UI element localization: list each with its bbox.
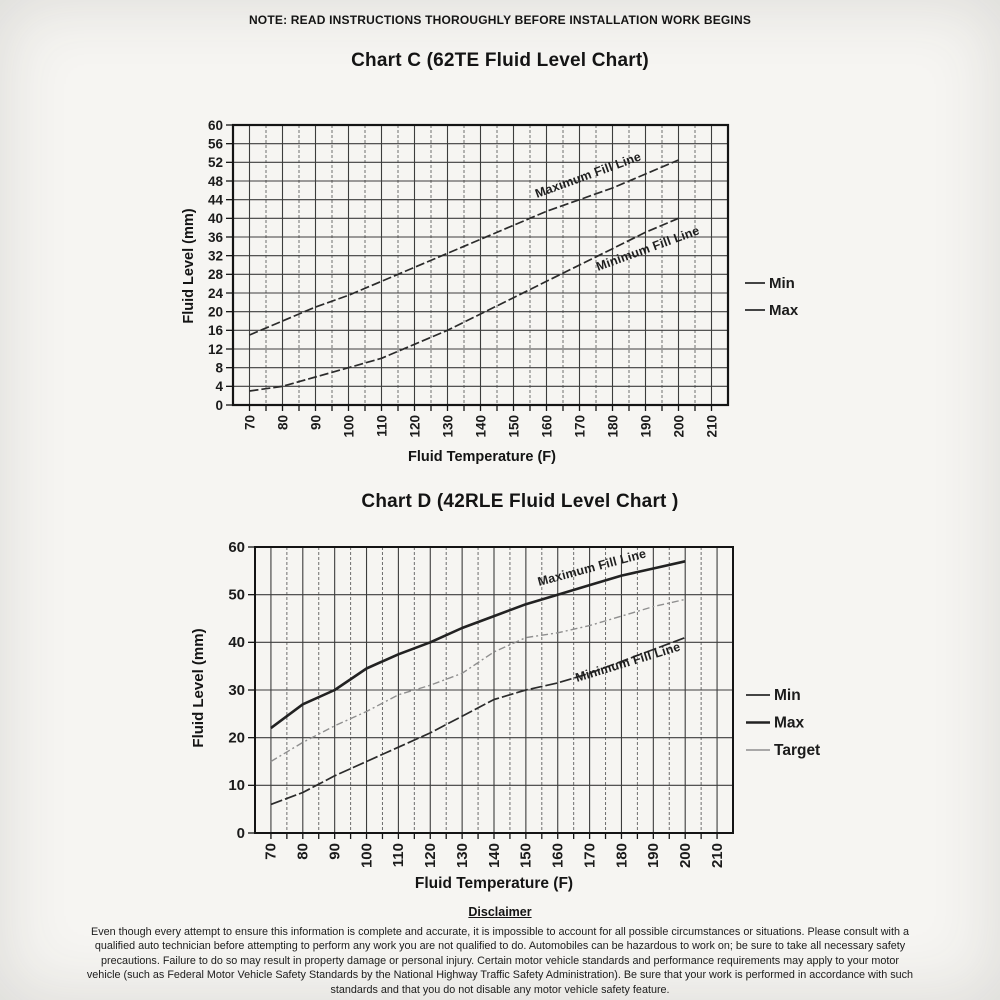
x-tick-label: 80 [294,843,312,860]
y-tick-label: 0 [215,397,223,413]
x-axis-title: Fluid Temperature (F) [408,449,556,465]
y-tick-label: 60 [207,117,223,133]
y-tick-label: 32 [207,248,223,264]
x-tick-label: 90 [326,843,344,860]
y-tick-label: 52 [207,155,223,171]
x-tick-label: 130 [440,415,456,438]
x-tick-label: 170 [581,843,599,869]
chart-d-title: Chart D (42RLE Fluid Level Chart ) [361,491,679,512]
y-tick-label: 4 [215,379,223,395]
chart-d-plot [190,539,820,892]
x-tick-label: 170 [572,415,588,438]
y-tick-label: 24 [207,285,223,301]
x-tick-label: 160 [539,415,555,438]
x-tick-label: 120 [407,415,423,438]
x-tick-label: 130 [453,843,471,869]
x-tick-label: 190 [638,415,654,438]
y-tick-label: 44 [207,192,223,208]
y-tick-label: 50 [228,586,245,604]
x-tick-label: 120 [422,843,440,869]
y-axis-title: Fluid Level (mm) [190,628,207,748]
fill-line-annotation: Maximum Fill Line [536,546,648,589]
y-tick-label: 20 [228,729,245,747]
legend-label-target: Target [774,742,821,760]
disclaimer-body: Even though every attempt to ensure this information is complete and accurate, it is impossible to account for all possible circumstances or situations. Please consult with a qualified auto technician before attempting to perform any work you are not qualified to do. Automobiles can be hazardous to work on; be sure to take all necessary safety precautions. Failure to do so may result in property damage or personal injury. Certain motor vehicle standards and performance requirements may apply to your motor vehicle (such as Federal Motor Vehicle Safety Standards by the National Highway Traffic Safety Administration). Be sure that your work is performed in accordance with such standards and that you do not disable any motor vehicle safety feature. [86,926,914,996]
x-tick-label: 200 [677,843,694,869]
x-tick-label: 180 [605,415,621,438]
y-tick-label: 40 [228,634,245,652]
x-tick-label: 110 [390,843,408,868]
x-tick-label: 190 [645,843,663,869]
x-tick-label: 100 [341,415,357,438]
y-tick-label: 10 [228,777,245,795]
y-tick-label: 8 [215,360,223,376]
y-tick-label: 56 [207,136,223,152]
x-tick-label: 150 [517,843,535,869]
fill-line-annotation: Minimum Fill Line [594,223,702,274]
x-tick-label: 90 [308,415,324,431]
note-banner: NOTE: READ INSTRUCTIONS THOROUGHLY BEFORE INSTALLATION WORK BEGINS [248,13,752,27]
x-tick-label: 80 [275,415,291,431]
y-tick-label: 28 [207,267,223,283]
y-tick-label: 48 [207,173,223,189]
fill-line-annotation: Maximum Fill Line [533,149,644,201]
y-tick-label: 20 [207,304,223,320]
x-tick-label: 150 [506,415,522,438]
x-tick-label: 140 [485,843,503,869]
x-tick-label: 140 [473,415,489,438]
x-tick-label: 200 [671,415,687,438]
y-axis-title: Fluid Level (mm) [181,208,197,324]
y-tick-label: 16 [207,323,223,339]
x-axis-title: Fluid Temperature (F) [414,875,574,892]
fill-line-annotation: Minimum Fill Line [573,639,683,685]
x-tick-label: 70 [262,843,280,860]
x-tick-label: 210 [704,415,720,438]
legend-label-max: Max [769,302,799,320]
x-tick-label: 160 [549,843,567,869]
legend-label-min: Min [769,275,795,293]
x-tick-label: 70 [242,415,258,431]
x-tick-label: 180 [613,843,631,869]
disclaimer-heading: Disclaimer [468,905,532,919]
x-tick-label: 210 [708,843,726,869]
x-tick-label: 110 [374,415,390,437]
chart-c-plot [181,118,799,465]
x-tick-label: 100 [358,843,376,869]
legend-label-max: Max [774,714,805,732]
legend-label-min: Min [774,687,801,705]
y-tick-label: 0 [236,824,245,842]
chart-c-title: Chart C (62TE Fluid Level Chart) [351,50,649,71]
y-tick-label: 36 [207,229,223,245]
y-tick-label: 30 [228,681,245,699]
y-tick-label: 40 [207,211,223,227]
y-tick-label: 60 [228,538,245,556]
y-tick-label: 12 [207,341,223,357]
